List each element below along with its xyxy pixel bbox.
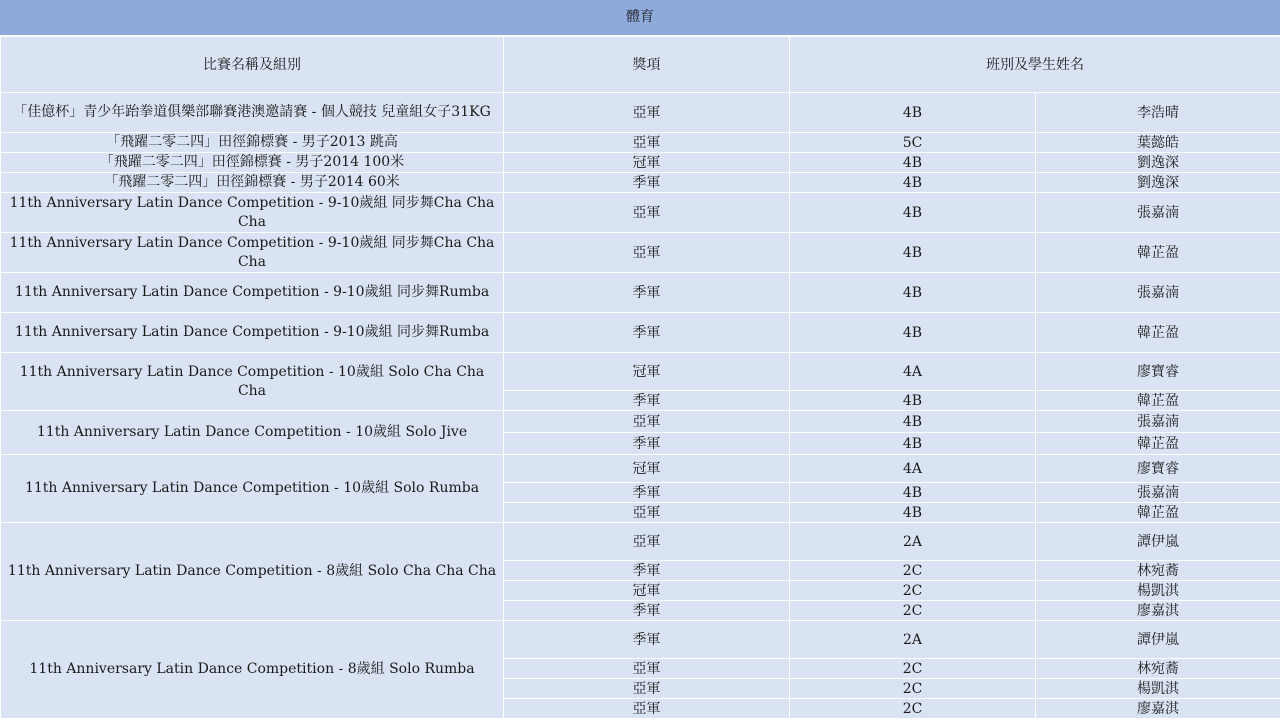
section-banner: 體育	[0, 0, 1280, 36]
award-cell: 亞軍	[504, 523, 790, 561]
event-cell: 11th Anniversary Latin Dance Competition - 9-10歲組 同步舞Rumba	[1, 313, 504, 353]
class-cell: 4B	[790, 313, 1036, 353]
student-name-cell: 張嘉湳	[1036, 483, 1280, 503]
student-name-cell: 譚伊嵐	[1036, 621, 1280, 659]
student-name-cell: 張嘉湳	[1036, 411, 1280, 433]
student-name-cell: 韓芷盈	[1036, 313, 1280, 353]
event-cell: 「飛躍二零二四」田徑錦標賽 - 男子2013 跳高	[1, 133, 504, 153]
award-cell: 亞軍	[504, 93, 790, 133]
table-row	[1, 173, 1280, 193]
table-row	[1, 93, 1280, 133]
student-name-cell: 葉懿皓	[1036, 133, 1280, 153]
student-name-cell: 廖嘉淇	[1036, 699, 1280, 719]
student-name-cell: 廖嘉淇	[1036, 601, 1280, 621]
award-cell: 亞軍	[504, 659, 790, 679]
table-row	[1, 353, 1280, 391]
award-cell: 季軍	[504, 391, 790, 411]
class-cell: 4A	[790, 353, 1036, 391]
student-name-cell: 廖寶睿	[1036, 353, 1280, 391]
class-cell: 4B	[790, 233, 1036, 273]
class-cell: 4B	[790, 173, 1036, 193]
table-row	[1, 273, 1280, 313]
table-header-row	[1, 37, 1280, 93]
table-row	[1, 233, 1280, 273]
student-name-cell: 張嘉湳	[1036, 273, 1280, 313]
class-cell: 2C	[790, 601, 1036, 621]
event-cell: 「佳億杯」青少年跆拳道俱樂部聯賽港澳邀請賽 - 個人競技 兒童組女子31KG	[1, 93, 504, 133]
class-cell: 2C	[790, 699, 1036, 719]
event-cell: 11th Anniversary Latin Dance Competition - 10歲組 Solo Cha Cha Cha	[1, 353, 504, 411]
award-cell: 季軍	[504, 433, 790, 455]
student-name-cell: 廖寶睿	[1036, 455, 1280, 483]
table-row	[1, 133, 1280, 153]
table-row	[1, 193, 1280, 233]
award-cell: 季軍	[504, 561, 790, 581]
class-cell: 4B	[790, 273, 1036, 313]
class-cell: 4B	[790, 503, 1036, 523]
class-cell: 2C	[790, 659, 1036, 679]
award-cell: 亞軍	[504, 503, 790, 523]
award-cell: 季軍	[504, 273, 790, 313]
event-cell: 11th Anniversary Latin Dance Competition - 9-10歲組 同步舞Cha Cha Cha	[1, 233, 504, 273]
event-cell: 11th Anniversary Latin Dance Competition - 9-10歲組 同步舞Rumba	[1, 273, 504, 313]
table-row	[1, 455, 1280, 483]
event-cell: 「飛躍二零二四」田徑錦標賽 - 男子2014 60米	[1, 173, 504, 193]
table-row	[1, 313, 1280, 353]
table-row	[1, 411, 1280, 433]
award-cell: 亞軍	[504, 411, 790, 433]
class-cell: 2C	[790, 581, 1036, 601]
student-name-cell: 楊凱淇	[1036, 679, 1280, 699]
header-award: 獎項	[504, 37, 790, 93]
award-cell: 季軍	[504, 601, 790, 621]
student-name-cell: 張嘉湳	[1036, 193, 1280, 233]
award-cell: 亞軍	[504, 233, 790, 273]
award-cell: 冠軍	[504, 353, 790, 391]
award-cell: 亞軍	[504, 699, 790, 719]
student-name-cell: 林宛蕎	[1036, 659, 1280, 679]
student-name-cell: 韓芷盈	[1036, 503, 1280, 523]
class-cell: 5C	[790, 133, 1036, 153]
class-cell: 4A	[790, 455, 1036, 483]
table-row	[1, 153, 1280, 173]
event-cell: 11th Anniversary Latin Dance Competition - 8歲組 Solo Rumba	[1, 621, 504, 719]
award-cell: 亞軍	[504, 679, 790, 699]
class-cell: 2A	[790, 621, 1036, 659]
awards-table	[0, 36, 1280, 719]
student-name-cell: 李浩晴	[1036, 93, 1280, 133]
class-cell: 4B	[790, 193, 1036, 233]
class-cell: 4B	[790, 153, 1036, 173]
award-cell: 冠軍	[504, 581, 790, 601]
award-cell: 冠軍	[504, 153, 790, 173]
header-class-and-name: 班別及學生姓名	[790, 37, 1280, 93]
student-name-cell: 林宛蕎	[1036, 561, 1280, 581]
student-name-cell: 楊凱淇	[1036, 581, 1280, 601]
event-cell: 11th Anniversary Latin Dance Competition - 10歲組 Solo Jive	[1, 411, 504, 455]
student-name-cell: 劉逸深	[1036, 173, 1280, 193]
table-row	[1, 621, 1280, 659]
student-name-cell: 劉逸深	[1036, 153, 1280, 173]
table-row	[1, 523, 1280, 561]
class-cell: 4B	[790, 483, 1036, 503]
award-cell: 季軍	[504, 313, 790, 353]
award-cell: 季軍	[504, 483, 790, 503]
award-cell: 亞軍	[504, 193, 790, 233]
award-cell: 冠軍	[504, 455, 790, 483]
student-name-cell: 譚伊嵐	[1036, 523, 1280, 561]
class-cell: 2C	[790, 679, 1036, 699]
event-cell: 11th Anniversary Latin Dance Competition - 9-10歲組 同步舞Cha Cha Cha	[1, 193, 504, 233]
student-name-cell: 韓芷盈	[1036, 391, 1280, 411]
event-cell: 「飛躍二零二四」田徑錦標賽 - 男子2014 100米	[1, 153, 504, 173]
class-cell: 4B	[790, 391, 1036, 411]
student-name-cell: 韓芷盈	[1036, 233, 1280, 273]
student-name-cell: 韓芷盈	[1036, 433, 1280, 455]
class-cell: 2A	[790, 523, 1036, 561]
class-cell: 2C	[790, 561, 1036, 581]
header-event: 比賽名稱及組別	[1, 37, 504, 93]
class-cell: 4B	[790, 93, 1036, 133]
awards-body	[1, 93, 1280, 719]
class-cell: 4B	[790, 411, 1036, 433]
event-cell: 11th Anniversary Latin Dance Competition - 10歲組 Solo Rumba	[1, 455, 504, 523]
event-cell: 11th Anniversary Latin Dance Competition - 8歲組 Solo Cha Cha Cha	[1, 523, 504, 621]
award-cell: 季軍	[504, 621, 790, 659]
class-cell: 4B	[790, 433, 1036, 455]
award-cell: 亞軍	[504, 133, 790, 153]
award-cell: 季軍	[504, 173, 790, 193]
